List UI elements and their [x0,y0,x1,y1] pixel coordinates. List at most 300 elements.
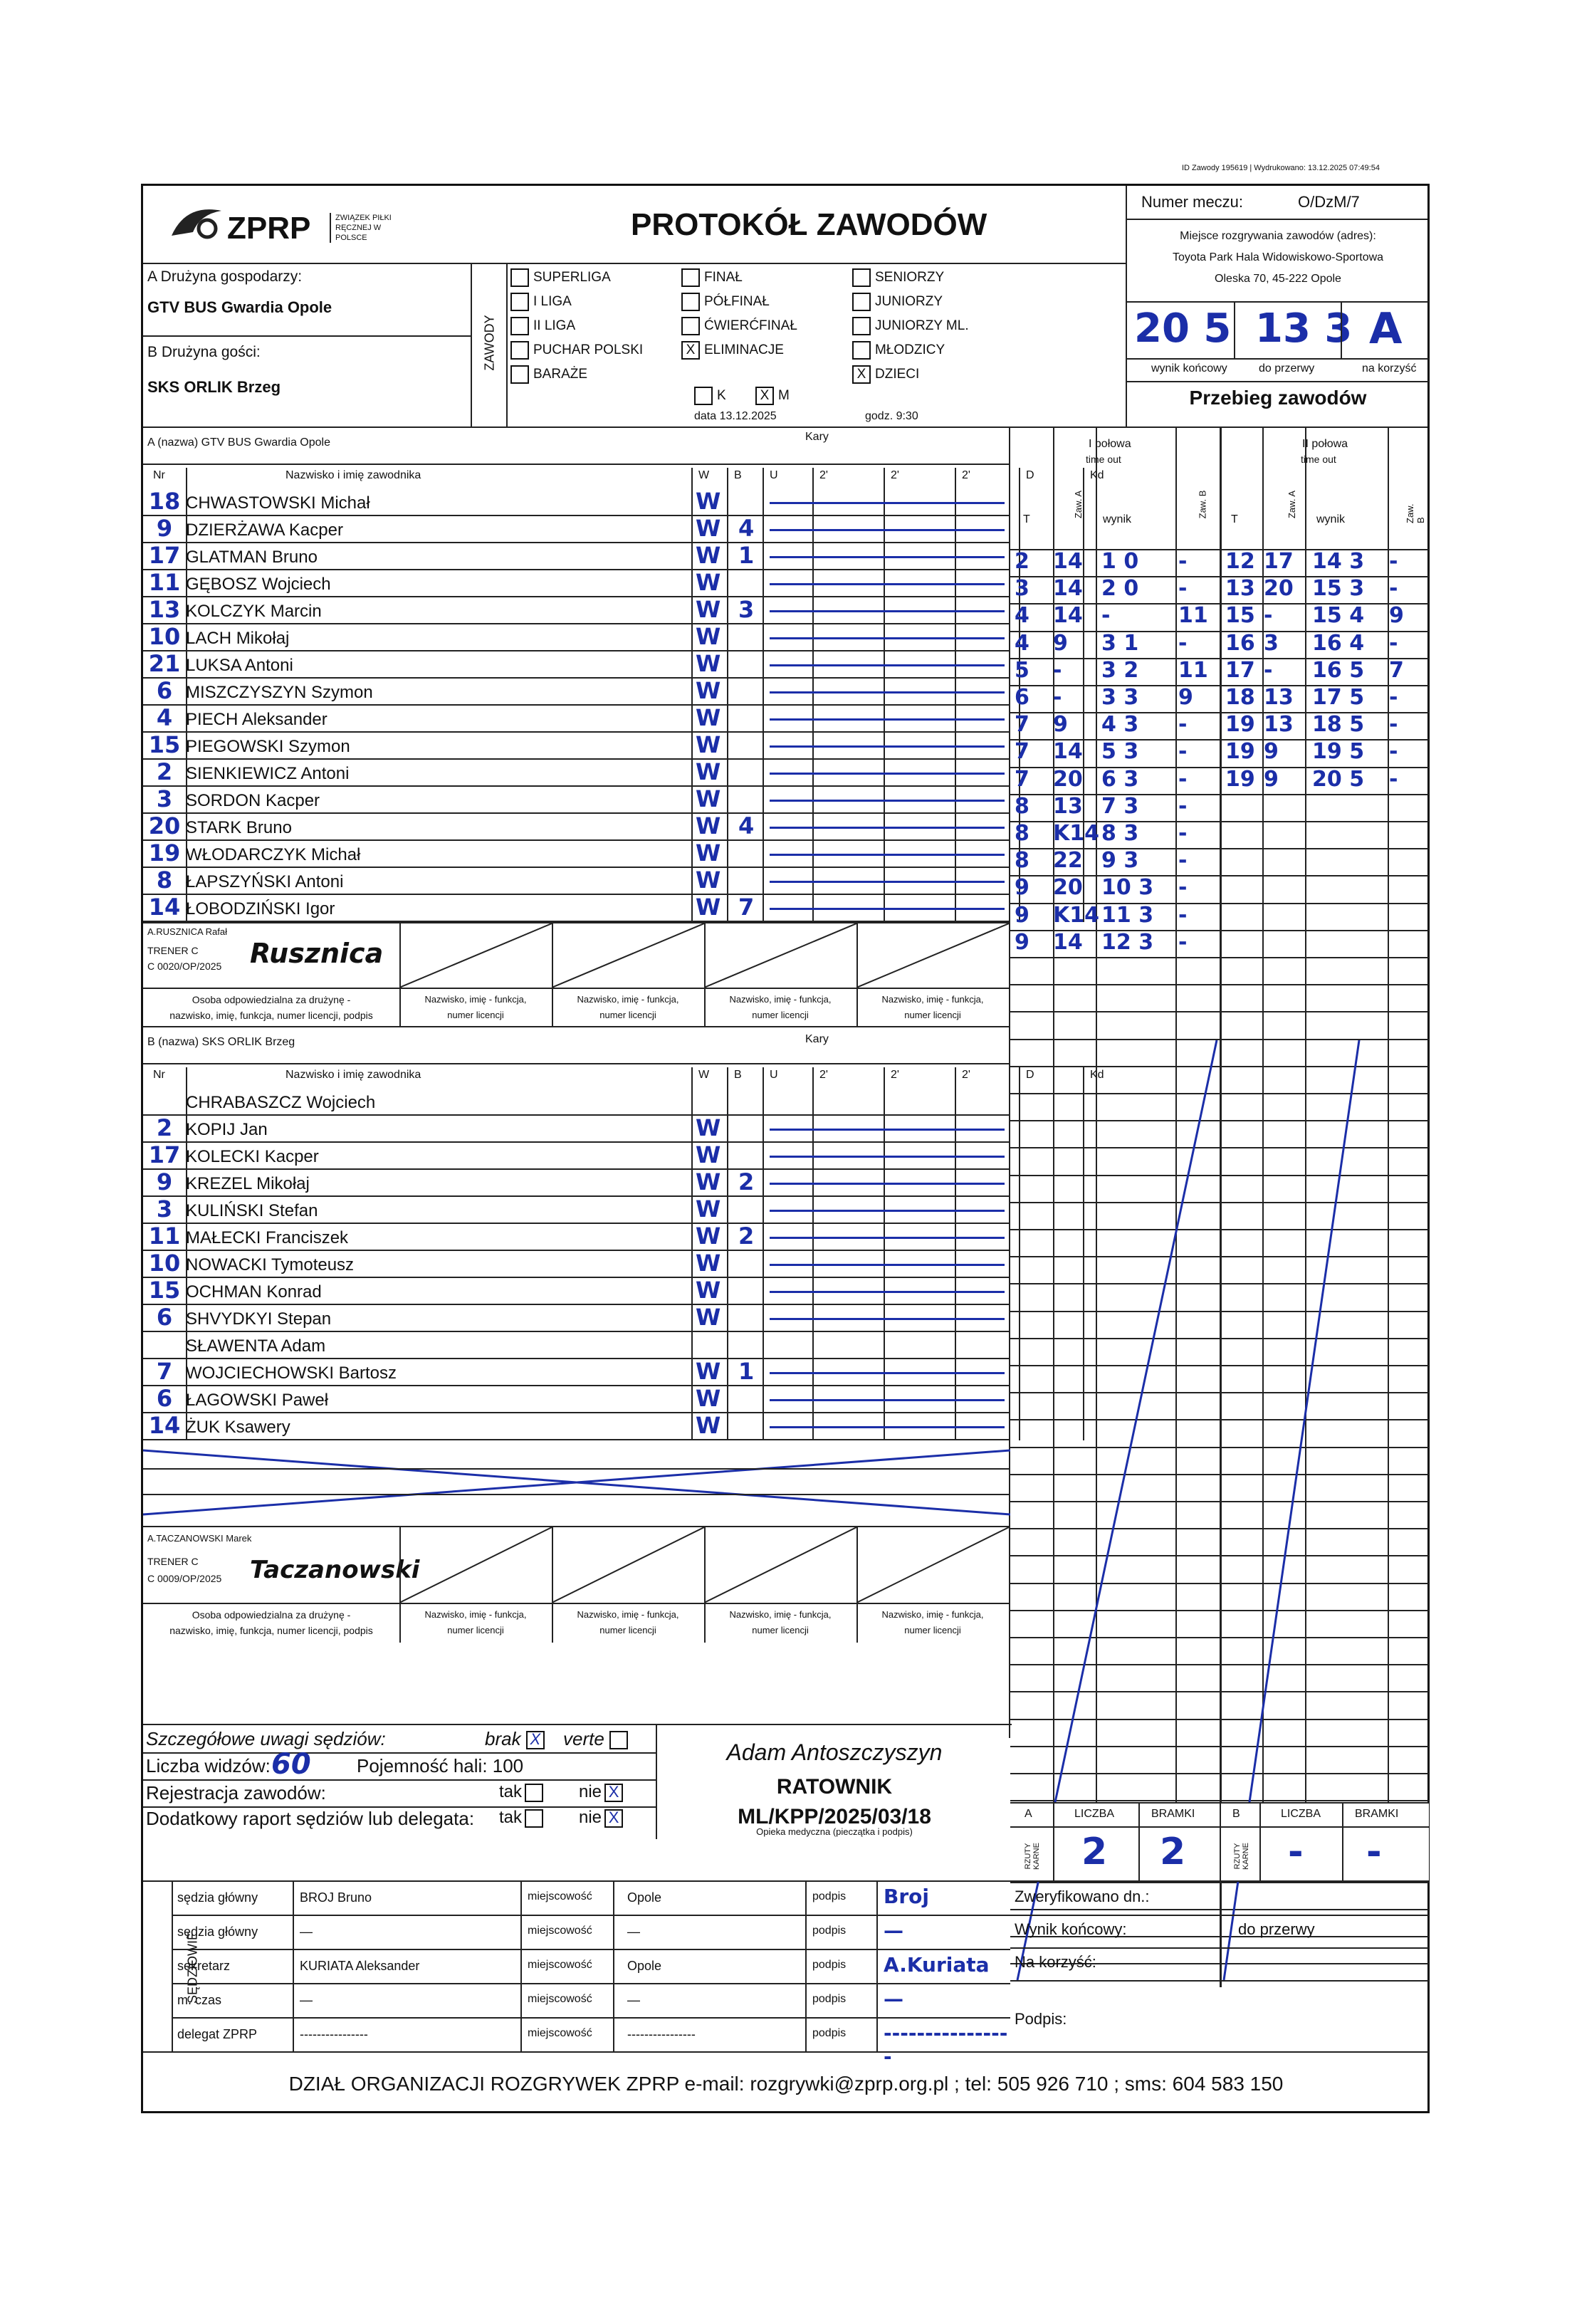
course-entry: - [1264,657,1273,683]
course-entry: 19 [1225,712,1255,738]
penalty-strike [770,556,1005,558]
player-row [143,1251,1010,1278]
course-entry: 2 0 [1101,576,1139,602]
team-b-kary: Kary [805,1033,829,1045]
referee-signature: — [884,1987,903,2011]
spectators-value: 60 [271,1748,311,1781]
medical-caption: Opieka medyczna (pieczątka i podpis) [756,1826,913,1837]
player-present: W [696,1168,721,1195]
print-meta: ID Zawody 195619 | Wydrukowano: 13.12.2025 07:49:54 [1182,164,1380,172]
player-name: LUKSA Antoni [186,656,293,675]
course-entry: 20 5 [1312,766,1365,792]
course-entry: - [1178,630,1188,656]
referees [143,1880,1010,2068]
penalty-b-count: - [1288,1831,1304,1873]
player-row [143,814,1010,841]
footer [143,2051,1429,2113]
medical-number: ML/KPP/2025/03/18 [738,1805,931,1828]
player-name: MAŁECKI Franciszek [186,1228,349,1247]
competition-option[interactable]: BARAŻE [510,365,587,384]
penalty-b-bramki-label: BRAMKI [1355,1808,1399,1820]
penalty-strike [770,502,1005,504]
player-number: 8 [156,867,173,894]
course-entry: 9 [1264,766,1279,792]
penalty-strike [770,583,1005,585]
course-entry: 13 [1053,793,1083,819]
competition-option[interactable]: FINAŁ [681,268,743,287]
course-entry: 11 3 [1101,902,1154,928]
column-header: Kd [1090,1069,1104,1081]
course-entry: 7 [1015,739,1029,765]
competition-option[interactable]: SENIORZY [852,268,944,287]
course-entry: 18 [1225,685,1255,710]
course-entry: 19 [1225,766,1255,792]
penalty-a-rzuty: RZUTY KARNE [1024,1843,1041,1870]
winner: A [1369,304,1403,354]
empty-official-slash [704,923,856,988]
player-row [143,679,1010,706]
team-b-nr-header: Nr [153,1069,165,1081]
team-a-name-header: Nazwisko i imię zawodnika [285,469,421,481]
course-entry: 19 5 [1312,739,1365,765]
course-entry: 9 [1389,603,1404,629]
competition-option[interactable]: ĆWIERĆFINAŁ [681,317,797,335]
course-entry: - [1389,739,1398,765]
team-b-table [143,1026,1104,1738]
m-option[interactable]: X M [755,387,790,405]
course-entry: - [1178,875,1188,901]
column-header: U [770,1069,778,1081]
course-col-header: Zaw. A [1287,490,1298,519]
penalty-strike [770,908,1005,910]
header [143,186,1126,264]
competition-option[interactable]: SUPERLIGA [510,268,611,287]
player-number: 17 [148,1141,181,1168]
half-score: 13 3 [1255,305,1353,352]
empty-official-slash [704,1527,856,1603]
half1-label: I połowa [1089,438,1131,450]
player-row [143,543,1010,570]
referee-place: — [627,1925,640,1939]
player-present: W [696,731,721,758]
course-entry: - [1178,848,1188,874]
player-present: W [696,1385,721,1412]
official-caption: Nazwisko, imię - funkcja, numer licencji [881,1609,984,1635]
course-col-header: wynik [1103,513,1132,525]
penalty-a-count: 2 [1081,1831,1108,1873]
verify-winner: Na korzyść: [1015,1953,1096,1971]
player-name: WŁODARCZYK Michał [186,845,361,864]
player-goals: 4 [738,812,755,839]
player-number: 11 [148,1223,181,1250]
referee-place: Opole [627,1890,662,1905]
referee-role: delegat ZPRP [177,2027,258,2041]
half2-label: II połowa [1302,438,1348,450]
team-a-nr-header: Nr [153,469,165,481]
referee-name: BROJ Bruno [300,1890,372,1905]
course-entry: 4 [1015,630,1029,656]
course-entry: - [1053,657,1062,683]
course-entry: 18 5 [1312,712,1365,738]
course-entry: - [1389,712,1398,738]
referee-row [172,1882,1010,1916]
half2-timeout: time out [1301,454,1336,465]
team-b-header: B (nazwa) SKS ORLIK Brzeg [147,1036,295,1048]
referee-name: — [300,1993,313,2007]
match-number-label: Numer meczu: [1141,193,1244,211]
competition-option[interactable]: X ELIMINACJE [681,341,784,360]
course-entry: 16 5 [1312,657,1365,683]
player-present: W [696,1412,721,1439]
player-number: 10 [148,1250,181,1277]
official-caption: Nazwisko, imię - funkcja, numer licencji [424,1609,527,1635]
venue-label: Miejsce rozgrywania zawodów (adres): [1180,230,1376,242]
player-present: W [696,650,721,677]
official-caption: Nazwisko, imię - funkcja, numer licencji [881,994,984,1020]
competition-option[interactable]: PUCHAR POLSKI [510,341,643,360]
course-entry: 14 3 [1312,549,1365,574]
player-name: KOLECKI Kacper [186,1147,319,1166]
player-row [143,895,1010,922]
column-header: D [1026,1069,1034,1081]
footer-contact: DZIAŁ ORGANIZACJI ROZGRYWEK ZPRP e-mail: rozgrywki@zprp.org.pl ; tel: 505 926 710 ; sms: 604 583 150 [288,2073,1284,2095]
course-entry: 8 [1015,848,1029,874]
player-present: W [696,569,721,596]
team-a-officials [143,922,1010,1026]
course-col-header: Zaw. B [1405,503,1426,523]
player-goals: 2 [738,1168,755,1195]
penalty-strike [770,1426,1005,1428]
verify-signature: Podpis: [1015,2010,1067,2028]
competition-vertical [471,264,506,428]
k-option[interactable]: K [694,387,726,405]
notes-brak[interactable]: brak X [485,1728,549,1750]
course-entry: 15 3 [1312,576,1365,602]
competition-option[interactable]: X DZIECI [852,365,919,384]
player-name: DZIERŻAWA Kacper [186,520,343,540]
player-present: W [696,1358,721,1385]
course-entry: 16 4 [1312,630,1365,656]
course-entry: K14 [1053,821,1099,846]
course-entry: 13 [1264,712,1294,738]
course-entry: - [1178,821,1188,846]
player-row [143,597,1010,624]
player-name: NOWACKI Tymoteusz [186,1255,355,1274]
competition-option[interactable]: PÓŁFINAŁ [681,293,770,311]
official-caption: Nazwisko, imię - funkcja, numer licencji [577,994,679,1020]
report-tak[interactable]: tak [499,1808,547,1828]
player-goals: 7 [738,894,755,921]
signature-label: podpis [812,1925,847,1937]
player-name: GLATMAN Bruno [186,548,318,567]
column-header: 2' [819,1069,828,1081]
penalty-throws [1010,1802,1429,1880]
penalty-strike [770,1291,1005,1293]
course-entry: - [1178,793,1188,819]
course-entry: 16 [1225,630,1255,656]
referee-place: — [627,1993,640,2007]
course-entry: 20 [1264,576,1294,602]
course-entry: 2 [1015,549,1029,574]
course-entry: 9 [1264,739,1279,765]
penalty-strike [770,691,1005,693]
referee-signature: ---------------- [884,2021,1008,2068]
course-entry: 12 3 [1101,929,1154,955]
player-present: W [696,542,721,569]
player-present: W [696,1195,721,1223]
player-row [143,1278,1010,1305]
course-entry: 9 [1178,685,1193,710]
team-a-official-name: A.RUSZNICA Rafał [147,926,227,937]
referee-role: sędzia główny [177,1890,258,1905]
competition-options [506,264,1126,428]
penalty-strike [770,1399,1005,1401]
column-header: B [734,1069,742,1081]
player-name: KOLCZYK Marcin [186,602,322,621]
player-present: W [696,785,721,812]
empty-official-slash [856,923,1009,988]
player-row [143,1143,1010,1170]
course-entry: 10 3 [1101,875,1154,901]
course-entry: 3 1 [1101,630,1139,656]
player-present: W [696,758,721,785]
team-b-official-license: C 0009/OP/2025 [147,1573,222,1584]
notes-left [143,1724,656,1829]
notes-verte[interactable]: verte [563,1728,632,1750]
away-label: B Drużyna gości: [147,344,261,360]
player-present: W [696,515,721,542]
player-number: 17 [148,542,181,569]
penalty-b-rzuty: RZUTY KARNE [1233,1843,1250,1870]
course-entry: - [1178,576,1188,602]
referee-signature: — [884,1919,903,1942]
teams-box [143,264,471,428]
player-number: 6 [156,1385,173,1412]
signature-label: podpis [812,1890,847,1902]
player-number: 9 [156,1168,173,1195]
venue-line1: Toyota Park Hala Widowiskowo-Sportowa [1172,251,1384,263]
report-nie[interactable]: nie X [579,1808,627,1828]
empty-official-slash [856,1527,1009,1603]
course-entry: - [1178,712,1188,738]
player-name: CHWASTOWSKI Michał [186,493,370,513]
place-label: miejscowość [528,1993,592,2005]
course-entry: 3 [1015,576,1029,602]
referee-name: KURIATA Aleksander [300,1959,420,1973]
spectators-label: Liczba widzów: [146,1755,271,1776]
course-entry: 14 [1053,549,1083,574]
official-caption: Nazwisko, imię - funkcja, numer licencji [424,994,527,1020]
course-entry: 9 [1015,929,1029,955]
player-number: 21 [148,650,181,677]
course-entry: 9 [1053,712,1068,738]
column-header: U [770,469,778,481]
zprp-logo-icon [164,200,229,250]
course-entry: 5 [1015,657,1029,683]
player-name: STARK Bruno [186,818,292,837]
medical-stamp [656,1724,1012,1839]
course-entry: 14 [1053,739,1083,765]
official-caption: Nazwisko, imię - funkcja, numer licencji [729,994,832,1020]
course-entry: 9 [1053,630,1068,656]
away-team-name: SKS ORLIK Brzeg [147,378,281,396]
penalty-a-liczba-label: LICZBA [1074,1808,1115,1820]
column-header: B [734,469,742,481]
course-entry: 4 [1015,603,1029,629]
player-name: ŁAPSZYŃSKI Antoni [186,872,344,891]
place-label: miejscowość [528,1890,592,1902]
player-present: W [696,1223,721,1250]
team-b-name-header: Nazwisko i imię zawodnika [285,1069,421,1081]
course-entry: 4 3 [1101,712,1139,738]
registration-label: Rejestracja zawodów: [146,1782,326,1804]
official-caption: Nazwisko, imię - funkcja, numer licencji [577,1609,679,1635]
course-col-header: T [1231,513,1238,525]
course-entry: 7 [1015,766,1029,792]
player-present: W [696,1141,721,1168]
course-col-header: T [1023,513,1030,525]
course-entry: - [1178,902,1188,928]
player-row [143,1305,1010,1332]
penalty-strike [770,881,1005,883]
course-entry: 1 0 [1101,549,1139,574]
course-entry: - [1389,630,1398,656]
referees-vertical: SĘDZIOWIE [185,1932,200,2004]
penalty-strike [770,1210,1005,1212]
player-row [143,570,1010,597]
course-entry: 8 [1015,821,1029,846]
player-present: W [696,623,721,650]
penalty-strike [770,1129,1005,1131]
verification [1010,1880,1429,2051]
competition-option[interactable]: JUNIORZY ML. [852,317,969,335]
match-protocol-form [141,184,1430,2113]
zawody-label: ZAWODY [482,315,497,371]
referee-place: ---------------- [627,2027,696,2041]
competition-option[interactable]: II LIGA [510,317,575,335]
penalty-strike [770,610,1005,612]
player-row [143,1386,1010,1413]
referee-row [172,1950,1010,1984]
course-entry: - [1389,576,1398,602]
course-entry: - [1101,603,1111,629]
course-entry: - [1178,766,1188,792]
player-number: 13 [148,596,181,623]
course-entry: 19 [1225,739,1255,765]
medical-name: Adam Antoszczyszyn [726,1739,943,1765]
course-entry: 22 [1053,848,1083,874]
course-entry: 5 3 [1101,739,1139,765]
official-caption: Nazwisko, imię - funkcja, numer licencji [729,1609,832,1635]
course-entry: 14 [1053,576,1083,602]
page-title: PROTOKÓŁ ZAWODÓW [631,207,987,242]
player-row [143,1170,1010,1197]
course-entry: K14 [1053,902,1099,928]
player-name: WOJCIECHOWSKI Bartosz [186,1363,397,1383]
competition-option[interactable]: I LIGA [510,293,572,311]
player-number: 4 [156,704,173,731]
penalty-strike [770,1156,1005,1158]
course-entry: - [1389,549,1398,574]
penalty-strike [770,1318,1005,1320]
player-name: PIECH Aleksander [186,710,328,729]
course-entry: 9 3 [1101,848,1139,874]
player-number: 7 [156,1358,173,1385]
player-row [143,1224,1010,1251]
player-name: SŁAWENTA Adam [186,1336,326,1356]
player-name: PIEGOWSKI Szymon [186,737,350,756]
empty-official-slash [552,1527,704,1603]
registration-tak[interactable]: tak [499,1782,547,1802]
team-b-official-signature: Taczanowski [250,1556,420,1584]
course-col-header: Zaw. B [1197,490,1208,519]
referee-place: Opole [627,1959,662,1973]
penalty-a-goals: 2 [1160,1831,1186,1873]
penalty-strike [770,1183,1005,1185]
match-course-grid [1010,428,1429,1987]
team-b-official-name: A.TACZANOWSKI Marek [147,1533,252,1544]
penalty-strike [770,827,1005,829]
empty-official-slash [399,923,552,988]
referee-row [172,2019,1010,2068]
column-header: W [698,1069,710,1081]
player-number: 15 [148,731,181,758]
player-goals: 3 [738,596,755,623]
home-label: A Drużyna gospodarzy: [147,268,303,285]
course-entry: 20 [1053,875,1083,901]
team-a-official-license: C 0020/OP/2025 [147,961,222,972]
course-entry: 8 [1015,793,1029,819]
player-name: KULIŃSKI Stefan [186,1201,318,1220]
notes-uwagi: Szczegółowe uwagi sędziów: [146,1728,386,1749]
player-row [143,1089,1010,1116]
team-a-header: A (nazwa) GTV BUS Gwardia Opole [147,436,330,449]
logo-subtitle: ZWIĄZEK PIŁKI RĘCZNEJ W POLSCE [330,213,414,243]
player-row [143,1197,1010,1224]
course-entry: - [1389,685,1398,710]
course-entry: - [1053,685,1062,710]
competition-option[interactable]: JUNIORZY [852,293,943,311]
player-row [143,489,1010,516]
penalty-strike [770,1372,1005,1374]
column-header: 2' [891,469,899,481]
player-present: W [696,1250,721,1277]
penalty-b-liczba-label: LICZBA [1281,1808,1321,1820]
team-b-official-role: TRENER C [147,1556,199,1567]
penalty-strike [770,745,1005,748]
half-score-label: do przerwy [1259,362,1315,375]
course-entry: - [1264,603,1273,629]
empty-official-slash [399,1527,552,1603]
place-label: miejscowość [528,2027,592,2039]
registration-nie[interactable]: nie X [579,1782,627,1802]
player-name: SORDON Kacper [186,791,320,810]
player-present: W [696,677,721,704]
verify-date: Zweryfikowano dn.: [1015,1888,1150,1905]
penalty-strike [770,1237,1005,1239]
penalty-strike [770,773,1005,775]
half1-timeout: time out [1086,454,1121,465]
course-entry: 7 [1015,712,1029,738]
competition-option[interactable]: MŁODZICY [852,341,945,360]
column-header: Kd [1090,469,1104,481]
penalty-b-label: B [1232,1808,1240,1820]
course-entry: 11 [1178,657,1208,683]
column-header: 2' [962,469,970,481]
column-header: W [698,469,710,481]
course-entry: 3 2 [1101,657,1139,683]
course-entry: - [1178,739,1188,765]
